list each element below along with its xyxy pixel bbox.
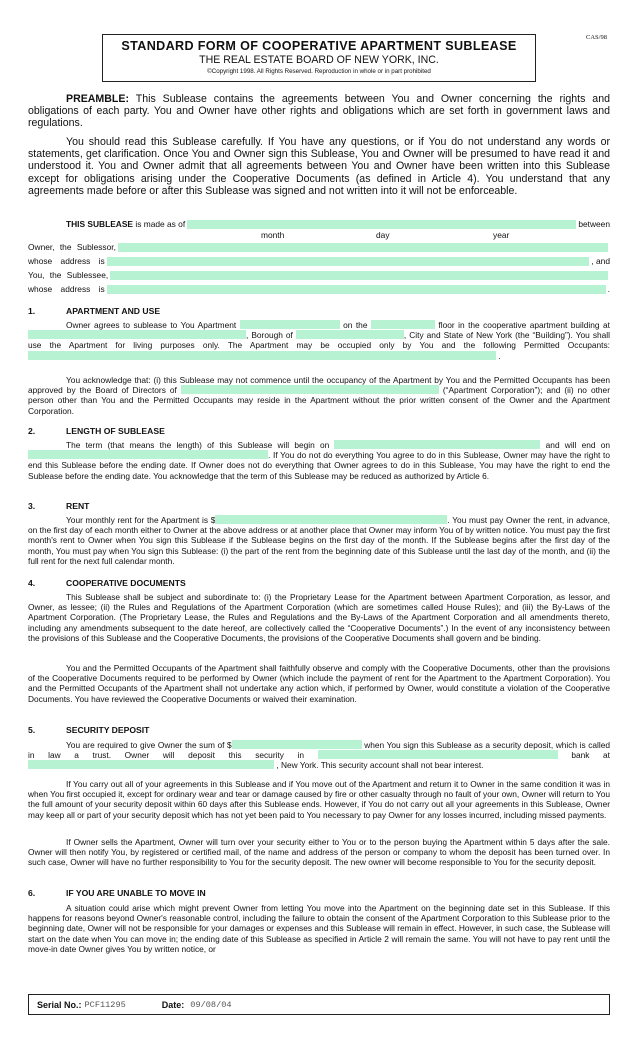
end-date-field[interactable] — [28, 450, 268, 459]
subtenant-name-field[interactable] — [110, 271, 608, 280]
subtenant-address-field[interactable] — [107, 285, 606, 294]
subtenant-address-line: whose address is . — [28, 284, 610, 294]
serial-value: PCF11295 — [84, 999, 126, 1010]
serial-label: Serial No.: — [37, 999, 82, 1010]
section-6-heading: 6. IF YOU ARE UNABLE TO MOVE IN — [28, 888, 206, 898]
section-1-text: Owner agrees to sublease to You Apartment on the floor in the cooperative apartment building at , Borough of , City and State of New York (the “Building”). You shall use the Apartment for living purposes only. The Apartment may be occupied only by You and the following Permitted Occupants: . — [28, 320, 610, 361]
monthly-rent-field[interactable] — [215, 515, 447, 524]
section-3-text: Your monthly rent for the Apartment is $ . You must pay Owner the rent, in advance, on the first day of each month either to Owner at the above address or at another place that Owner may inform You of by written notice. You must pay the first month's rent to Owner when You sign this Sublease if the Sublease begins on the first day of the month. If the Sublease begins after the first day of the month, You must pay when You sign this Sublease: (i) the part of the rent from the beginning date of this Sublease until the last day of the month, and (ii) the full rent for the next full calendar month. — [28, 515, 610, 566]
preamble-paragraph: PREAMBLE: This Sublease contains the agreements between You and Owner concerning the rights and obligations of each party. You and Owner have other rights and obligations which are set forth in government laws and regulations. — [28, 93, 610, 130]
board-name-field[interactable] — [181, 385, 439, 394]
form-code: CAS/98 — [586, 34, 607, 41]
section-3-heading: 3. RENT — [28, 501, 90, 511]
section-5-paragraph-3: If Owner sells the Apartment, Owner will turn over your security either to You or to the person buying the Apartment within 5 days after the sale. Owner will then notify You, by registered or certified mail, of the name and address of the person or company to whom the deposit has been turned over. In such case, Owner will have no further responsibility to You for the security deposit. The new owner will become responsible to You for the security deposit. — [28, 837, 610, 868]
section-4-paragraph-1: This Sublease shall be subject and subordinate to: (i) the Proprietary Lease for the Apartment between Apartment Corporation, as lessor, and Owner, as lessee; (ii) the Rules and Regulations of the Apartment Corporation (which are sometimes called House Rules); and (iii) the By-Laws of the Apartment Corporation. (The Proprietary Lease, the Rules and Regulations and the By-Laws of the Apartment Corporation and all amendments thereto, including any amendments subsequent to the date hereof, are collectively called the “Cooperative Documents”.) In the event of any inconsistency between the provisions of this Sublease and the Cooperative Documents, the provisions of the Cooperative Documents shall govern and be binding. — [28, 592, 610, 643]
sublease-date-field[interactable] — [187, 220, 576, 229]
copyright-notice: ©Copyright 1998. All Rights Reserved. Reproduction in whole or in part prohibited — [207, 68, 431, 75]
owner-address-line: whose address is , and — [28, 256, 610, 266]
subtenant-line: You, the Sublessee, — [28, 270, 610, 280]
section-6-paragraph-1: A situation could arise which might prevent Owner from letting You move into the Apartment on the beginning date set in this Sublease. If this happens for reasons beyond Owner's reasonable control, including the failure to obtain the consent of the Apartment Corporation to this Sublease prior to the beginning date, Owner will not be responsible for your damages or expenses and this Sublease will remain in effect. However, in such case, the Sublease will start on the date when You can move in; the ending date of this Sublease as specified in Article 2 will remain the same. You will not have to pay rent until the move-in date Owner gives You by written notice, or — [28, 903, 610, 954]
section-5-heading: 5. SECURITY DEPOSIT — [28, 725, 150, 735]
org-name: THE REAL ESTATE BOARD OF NEW YORK, INC. — [199, 54, 439, 66]
owner-address-field[interactable] — [107, 257, 590, 266]
owner-line: Owner, the Sublessor, — [28, 242, 610, 252]
section-1-acknowledgment: You acknowledge that: (i) this Sublease may not commence until the occupancy of the Apartment by You and the Permitted Occupants has been approved by the Board of Directors of (“Apartment Corporation”); and (ii) no other person other than You and the Permitted Occupants may reside in the Apartment without the prior written consent of the Owner and the Apartment Corporation. — [28, 375, 610, 416]
preamble-label: PREAMBLE: — [66, 93, 129, 105]
borough-field[interactable] — [296, 330, 404, 339]
date-label: Date: — [161, 999, 185, 1010]
floor-field[interactable] — [371, 320, 435, 329]
security-deposit-field[interactable] — [232, 740, 362, 749]
start-date-field[interactable] — [334, 440, 540, 449]
section-2-text: The term (that means the length) of this Sublease will begin on and will end on . If You do not do everything You agree to do in this Sublease, Owner may have the right to end this Sublease before the ending date. If Owner does not do everything that Owner agrees to do in this Sublease, You may have the right to end the Sublease before the ending date. You acknowledge that the term of this Sublease may be reduced as authorized by Article 6. — [28, 440, 611, 481]
deposit-bank-field[interactable] — [318, 750, 558, 759]
apartment-number-field[interactable] — [240, 320, 340, 329]
section-4-paragraph-2: You and the Permitted Occupants of the Apartment shall faithfully observe and comply with the Cooperative Documents, other than the provisions of the Cooperative Documents required to be performed by Owner (which include the payment of rent for the Apartment to the Apartment Corporation). You and the Permitted Occupants of the Apartment shall not undertake any action which, if performed by Owner, would constitute a violation of the Cooperative Documents. You have reviewed the Cooperative Documents or waived their examination. — [28, 663, 610, 704]
section-5-paragraph-2: If You carry out all of your agreements in this Sublease and if You move out of the Apartment and return it to Owner in the same condition it was in when You first occupied it, except for ordinary wear and tear or damage caused by fire or other casualty through no fault of your own, Owner will return to You the full amount of your security deposit within 60 days after this Sublease ends. However, if You do not carry out all your agreements in this Sublease, Owner may keep all or part of your security deposit which has not yet been paid to You necessary to pay Owner for any losses incurred, including missed payments. — [28, 779, 610, 820]
sublease-date-line: THIS SUBLEASE is made as of between — [66, 219, 610, 229]
date-value: 09/08/04 — [190, 999, 232, 1010]
footer-box — [28, 994, 610, 1015]
building-address-field[interactable] — [28, 330, 246, 339]
section-5-text: You are required to give Owner the sum of $ when You sign this Sublease as a security deposit, which is called in law a trust. Owner will deposit this security in bank at , New York. This security account shall not bear interest. — [28, 740, 610, 771]
form-title: STANDARD FORM OF COOPERATIVE APARTMENT SUBLEASE — [121, 39, 517, 53]
bank-location-field[interactable] — [28, 760, 274, 769]
section-2-heading: 2. LENGTH OF SUBLEASE — [28, 426, 165, 436]
permitted-occupants-field[interactable] — [28, 351, 496, 360]
section-1-heading: 1. APARTMENT AND USE — [28, 306, 161, 316]
section-4-heading: 4. COOPERATIVE DOCUMENTS — [28, 578, 186, 588]
preamble-paragraph-2: You should read this Sublease carefully. If You have any questions, or if You do not understand any words or statements, get clarification. Once You and Owner sign this Sublease, You and Owner will be presumed to have read it and understood it. You and Owner admit that all agreements between You and Owner have been written into this Sublease except for obligations arising under the Cooperative Documents (as defined in Article 4). You understand that any agreements made before or after this Sublease was signed and not written into it will not be enforceable. — [28, 136, 610, 197]
owner-name-field[interactable] — [118, 243, 608, 252]
form-header — [102, 34, 536, 82]
